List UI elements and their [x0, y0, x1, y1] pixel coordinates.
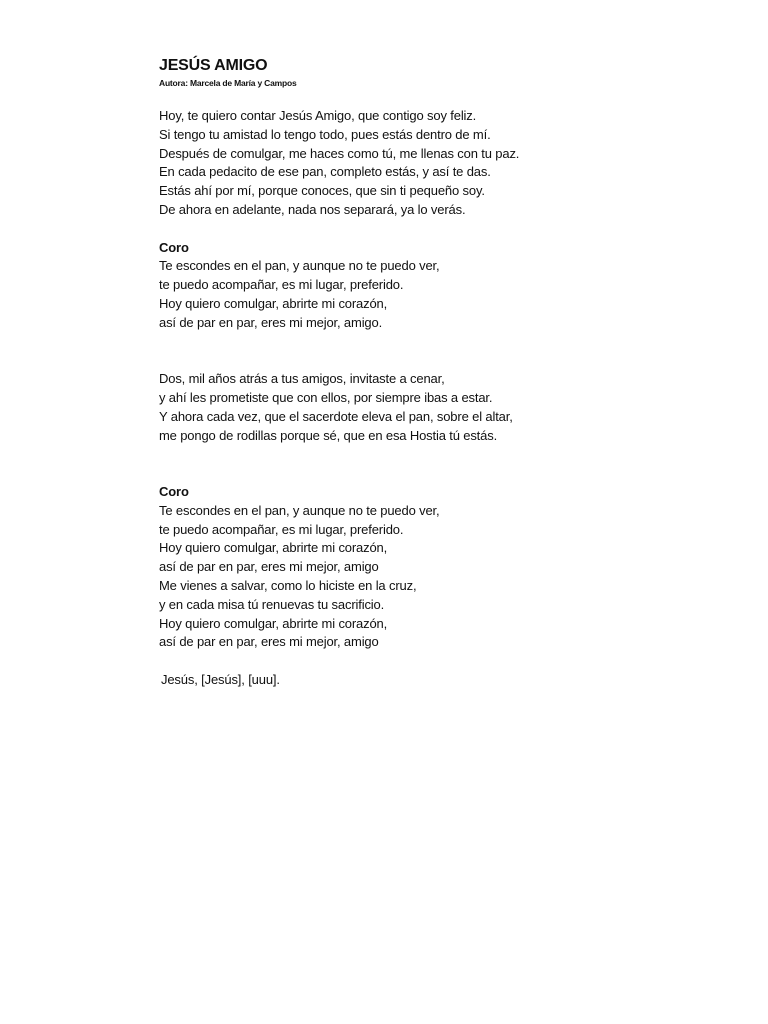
document-page [159, 56, 719, 690]
verse-2 [159, 370, 719, 445]
verse-1 [159, 107, 719, 220]
lyric-line: me pongo de rodillas porque sé, que en esa Hostia tú estás. [159, 427, 498, 443]
lyric-line: Estás ahí por mí, porque conoces, que sin ti pequeño soy. [159, 183, 485, 199]
document-author: Autora: Marcela de María y Campos [159, 78, 297, 88]
lyric-line: y ahí les prometiste que con ellos, por siempre ibas a estar. [159, 389, 493, 405]
chorus-1 [159, 239, 719, 333]
lyric-line: te puedo acompañar, es mi lugar, preferido. [159, 277, 404, 293]
outro-line: Jesús, [Jesús], [uuu]. [161, 671, 280, 687]
chorus-heading: Coro [159, 239, 189, 255]
lyric-line: así de par en par, eres mi mejor, amigo [159, 634, 379, 650]
outro [159, 671, 719, 690]
chorus-2 [159, 483, 719, 652]
lyric-line: Hoy, te quiero contar Jesús Amigo, que contigo soy feliz. [159, 108, 477, 123]
lyric-line: Después de comulgar, me haces como tú, me llenas con tu paz. [159, 145, 520, 161]
chorus-heading: Coro [159, 483, 189, 499]
lyric-line: Dos, mil años atrás a tus amigos, invitaste a cenar, [159, 371, 445, 387]
lyric-line: En cada pedacito de ese pan, completo estás, y así te das. [159, 164, 491, 180]
lyric-line: así de par en par, eres mi mejor, amigo. [159, 314, 383, 330]
lyric-line: Hoy quiero comulgar, abrirte mi corazón, [159, 540, 388, 556]
lyric-line: Te escondes en el pan, y aunque no te puedo ver, [159, 258, 440, 274]
lyric-line: te puedo acompañar, es mi lugar, preferido. [159, 521, 404, 537]
lyric-line: De ahora en adelante, nada nos separará, ya lo verás. [159, 201, 466, 217]
lyric-line: Y ahora cada vez, que el sacerdote eleva el pan, sobre el altar, [159, 408, 513, 424]
lyric-line: Si tengo tu amistad lo tengo todo, pues estás dentro de mí. [159, 126, 491, 142]
lyric-line: Hoy quiero comulgar, abrirte mi corazón, [159, 615, 388, 631]
lyric-line: y en cada misa tú renuevas tu sacrificio. [159, 596, 385, 612]
document-title: JESÚS AMIGO [159, 57, 268, 74]
lyric-line: Hoy quiero comulgar, abrirte mi corazón, [159, 295, 388, 311]
lyric-line: Me vienes a salvar, como lo hiciste en la cruz, [159, 577, 417, 593]
lyric-line: así de par en par, eres mi mejor, amigo [159, 559, 379, 575]
lyric-line: Te escondes en el pan, y aunque no te puedo ver, [159, 502, 440, 518]
